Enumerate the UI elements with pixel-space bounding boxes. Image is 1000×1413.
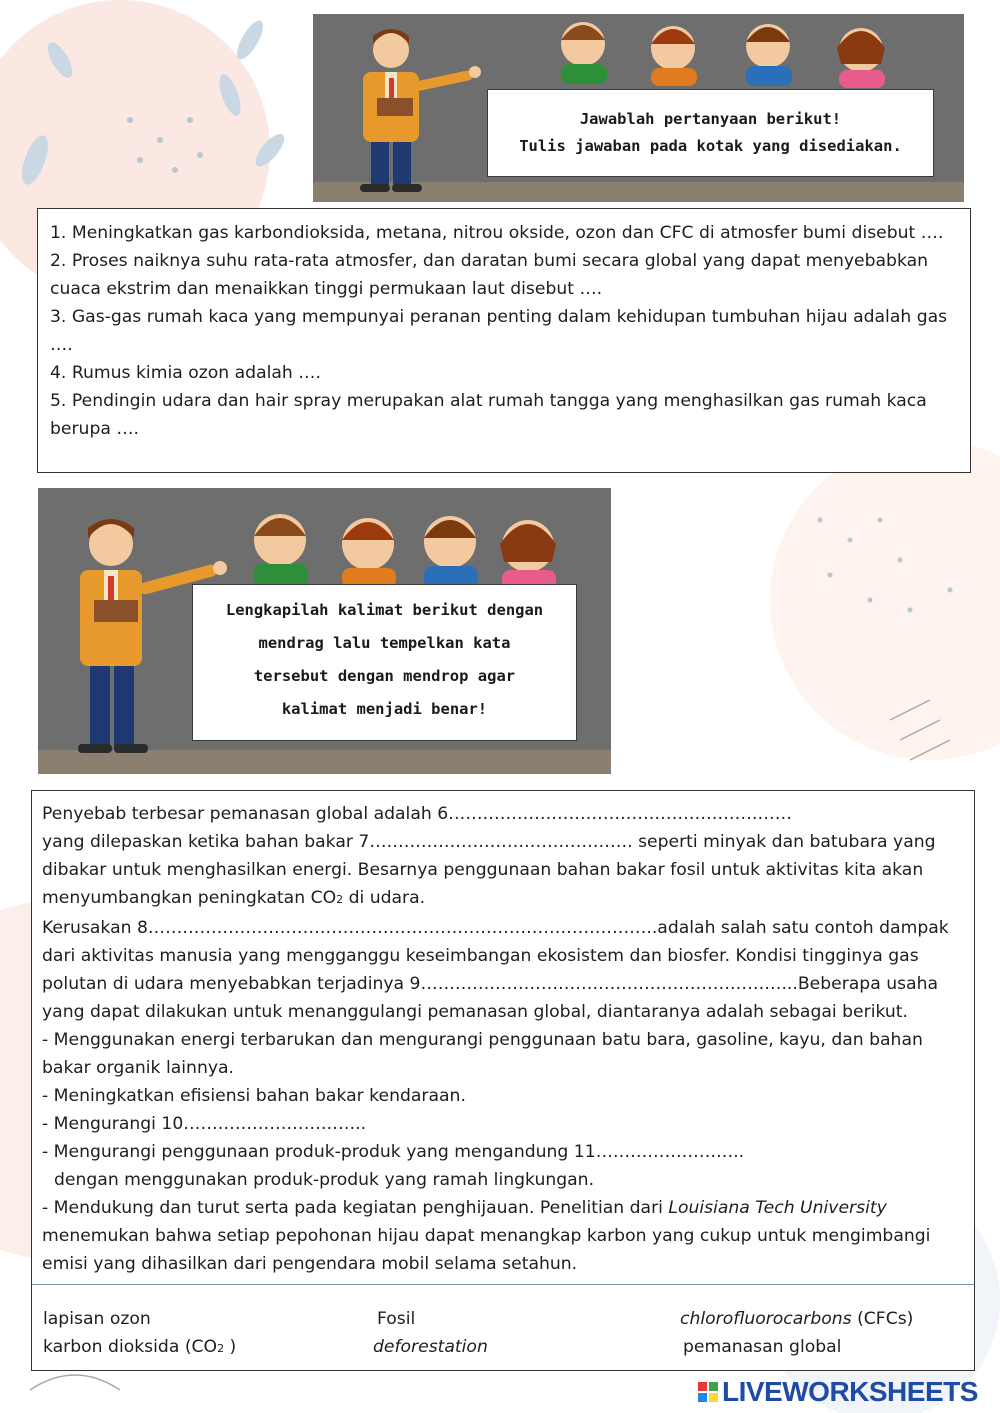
blank-6-dropzone[interactable]: ……………………………………………………: [448, 804, 792, 824]
word-option[interactable]: [43, 1333, 236, 1363]
passage-text-span: - Mengurangi 10: [42, 1114, 184, 1134]
italic-text: Louisiana Tech University: [668, 1198, 887, 1218]
questions-box: [37, 208, 971, 473]
instruction-line: Tulis jawaban pada kotak yang disediakan.: [519, 137, 902, 155]
passage-text-span: - Mengurangi penggunaan produk-produk yang mengandung 11: [42, 1142, 596, 1162]
passage-box: [31, 790, 975, 1371]
passage-text-span: Penyebab terbesar pemanasan global adalah 6: [42, 804, 449, 824]
blank-8-dropzone[interactable]: …………………………………………………………………………….: [147, 918, 652, 938]
bullet-5: [42, 1194, 966, 1278]
word-option[interactable]: deforestation: [373, 1337, 488, 1357]
question-1: 1. Meningkatkan gas karbondioksida, metana, nitrou okside, ozon dan CFC di atmosfer bumi disebut ….: [50, 223, 944, 243]
instruction-line: mendrag lalu tempelkan kata: [258, 634, 511, 652]
word-option[interactable]: [680, 1305, 913, 1333]
passage-text-span: . seperti minyak dan batubara yang dibakar untuk menghasilkan energi. Besarnya penggunaan bahan bakar fosil untuk aktivitas kita akan menyumbangkan peningkatan CO: [42, 832, 936, 908]
logo-text: LIVEWORKSHEETS: [722, 1376, 978, 1407]
instruction-line: Jawablah pertanyaan berikut!: [579, 110, 842, 128]
passage-text: [42, 800, 966, 1278]
question-2: 2. Proses naiknya suhu rata-rata atmosfer, dan daratan bumi secara global yang dapat menyebabkan cuaca ekstrim dan menaikkan tinggi permukaan laut disebut ….: [50, 251, 929, 299]
logo-icon: [698, 1382, 718, 1402]
passage-text-span: di udara.: [343, 888, 426, 908]
word-option[interactable]: pemanasan global: [683, 1337, 842, 1357]
subscript: 2: [217, 1342, 225, 1355]
instruction-box-2: [192, 584, 577, 741]
blank-9-dropzone[interactable]: ………………………………………………………..: [420, 974, 793, 994]
passage-text-span: - Mendukung dan turut serta pada kegiatan penghijauan. Penelitian dari: [42, 1198, 669, 1218]
word-option-text: ): [224, 1337, 237, 1357]
bullet-1: - Menggunakan energi terbarukan dan mengurangi penggunaan batu bara, gasoline, kayu, dan bahan bakar organik lainnya.: [42, 1030, 923, 1078]
word-option-rest: (CFCs): [851, 1309, 914, 1329]
instruction-line: tersebut dengan mendrop agar: [253, 667, 516, 685]
bullet-3: [42, 1110, 966, 1138]
bullet-4: [42, 1138, 966, 1166]
bullet-2: - Meningkatkan efisiensi bahan bakar kendaraan.: [42, 1086, 466, 1106]
instruction-box-1: [487, 89, 934, 177]
question-3: 3. Gas-gas rumah kaca yang mempunyai peranan penting dalam kehidupan tumbuhan hijau adalah gas ….: [50, 307, 948, 355]
blank-11-dropzone[interactable]: ……………………..: [595, 1142, 745, 1162]
liveworksheets-logo[interactable]: [698, 1374, 978, 1410]
instruction-line: Lengkapilah kalimat berikut dengan: [225, 601, 544, 619]
passage-text-span: .Beberapa usaha yang dapat dilakukan untuk menanggulangi pemanasan global, diantaranya adalah sebagai berikut.: [42, 974, 938, 1022]
word-option-italic: chlorofluorocarbons: [680, 1309, 852, 1329]
bullet-4-continued: dengan menggunakan produk-produk yang ramah lingkungan.: [54, 1170, 595, 1190]
instruction-line: kalimat menjadi benar!: [281, 700, 488, 718]
word-bank-divider: [32, 1284, 974, 1285]
blank-10-dropzone[interactable]: …………………………..: [183, 1114, 367, 1134]
passage-text-span: Kerusakan 8: [42, 918, 148, 938]
subscript: 2: [336, 893, 344, 906]
word-option[interactable]: Fosil: [377, 1309, 416, 1329]
word-option[interactable]: lapisan ozon: [43, 1309, 151, 1329]
passage-text-span: menemukan bahwa setiap pepohonan hijau dapat menangkap karbon yang cukup untuk mengimbangi emisi yang dihasilkan dari pengendara mobil selama setahun.: [42, 1226, 931, 1274]
question-4: 4. Rumus kimia ozon adalah ….: [50, 363, 321, 383]
passage-text-span: yang dilepaskan ketika bahan bakar 7: [42, 832, 370, 852]
blank-7-dropzone[interactable]: ………………………………………: [369, 832, 628, 852]
question-5: 5. Pendingin udara dan hair spray merupakan alat rumah tangga yang menghasilkan gas rumah kaca berupa ….: [50, 391, 927, 439]
passage-text-span: .adalah salah satu contoh dampak dari aktivitas manusia yang mengganggu keseimbangan ekosistem dan biosfer. Kondisi tingginya gas polutan di udara menyebabkan terjadinya 9: [42, 918, 949, 994]
word-option-text: karbon dioksida (CO: [43, 1337, 218, 1357]
